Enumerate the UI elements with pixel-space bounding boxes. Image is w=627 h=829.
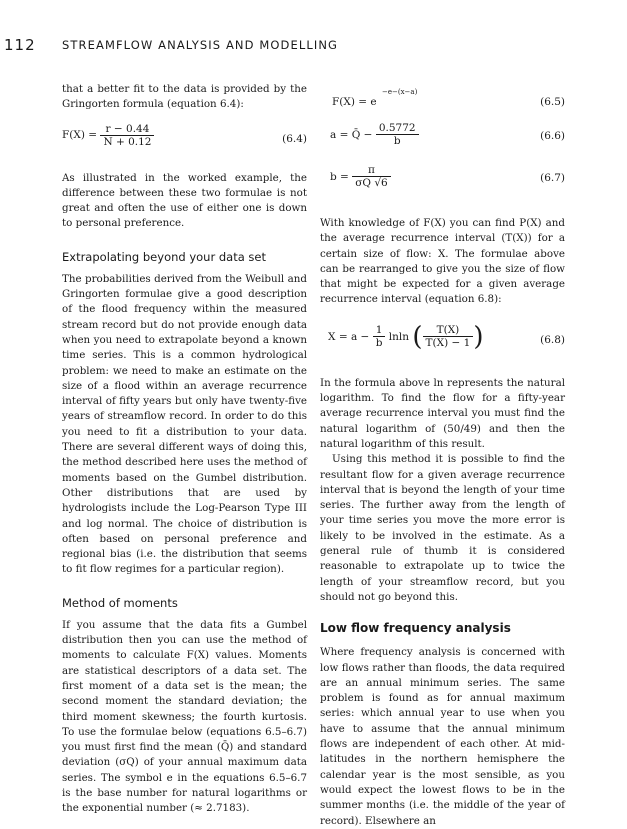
paragraph-intro: that a better fit to the data is provided by the Gringorten formula (equation 6.4):: [62, 83, 307, 111]
heading-low-flow: Low flow frequency analysis: [320, 621, 511, 636]
eq67-denominator: σQ √6: [355, 177, 388, 189]
eq68-coef-denominator: b: [375, 337, 383, 350]
paragraph-formula: In the formula above ln represents the natural logarithm. To find the flow for a fifty-year average recurrence interval you must find the natural logarithm of (50/49) and then the natural logarithm of this result.: [320, 376, 565, 450]
eq67-label: (6.7): [540, 172, 565, 184]
paragraph-moments: If you assume that the data fits a Gumbel distribution then you can use the method of moments to calculate F(X) values. Moments are statistical descriptors of a data set. The first moment of a data set is the mean; the second moment the standard deviation; the third moment skewness; the fourth kurtosis. To use the formulae below (equations 6.5–6.7) you must first find the mean (Q̄) and standard deviation (σQ) of your annual maximum data series. The symbol e in the equations 6.5–6.7 is the base number for natural logarithms or the exponential number (≈ 2.7183).: [62, 618, 307, 815]
eq65-lhs: F(X) = e: [332, 96, 377, 108]
eq65-label: (6.5): [540, 96, 565, 108]
eq68-coef-numerator: 1: [373, 324, 386, 337]
eq64-fraction: [100, 123, 154, 148]
eq64-label: (6.4): [282, 132, 307, 145]
paragraph-compare: As illustrated in the worked example, the difference between these two formulae is not great and often the use of either one is down to personal preference.: [62, 171, 307, 230]
paragraph-low-flow: Where frequency analysis is concerned with low flows rather than floods, the data required are an annual minimum series. The same problem is found as for annual maximum series: which annual year to use when you have to assume that the annual minimum flows are independent of each other. At mid-latitudes in the northern hemisphere the calendar year is the most sensible, as you would expect the lowest flows to be in the summer months (i.e. the middle of the year of record). Elsewhere an: [320, 646, 565, 827]
eq67-lhs: b =: [330, 170, 349, 183]
eq68-lhs: X = a −: [328, 330, 370, 343]
eq66-fraction: [376, 122, 419, 147]
page-number: 112: [4, 36, 36, 54]
eq65-exponent: −e−(x−a): [382, 88, 418, 96]
eq68-coefficient: [373, 324, 386, 349]
equation-6-5: [320, 88, 565, 118]
eq68-label: (6.8): [540, 333, 565, 346]
eq66-label: (6.6): [540, 130, 565, 142]
right-column: [320, 82, 565, 829]
eq68-numerator: T(X): [423, 324, 474, 337]
equation-6-6: [320, 122, 565, 156]
left-column: [62, 82, 307, 817]
eq66-lhs: a = Q̄ −: [330, 128, 373, 141]
eq66-denominator: b: [393, 135, 401, 147]
eq66-numerator: 0.5772: [376, 122, 419, 135]
eq67-fraction: [352, 164, 390, 189]
page-header: [0, 36, 627, 56]
paragraph-knowledge: With knowledge of F(X) you can find P(X) and the average recurrence interval (T(X)) for a certain size of flow: X. The formulae above can be rearranged to give you the size of flow that might be expected for a given average recurrence interval (equation 6.8):: [320, 217, 565, 306]
eq68-lnln: lnln: [388, 330, 410, 343]
eq68-denominator: T(X) − 1: [425, 337, 471, 350]
eq64-numerator: r − 0.44: [100, 123, 154, 136]
heading-extrapolating: Extrapolating beyond your data set: [62, 249, 266, 264]
eq64-lhs: F(X) =: [62, 129, 98, 142]
running-head: STREAMFLOW ANALYSIS AND MODELLING: [62, 38, 339, 52]
equation-6-8: X = a − $\frac{1}{b}$ lnln ( $\frac{T(X)}{T(X) - 1}$ ) (6.8): [328, 321, 565, 352]
paragraph-using: Using this method it is possible to find the resultant flow for a given average recurrence interval that is beyond the length of your time series. The further away from the length of your time series you move the more error is likely to be involved in the estimate. As a general rule of thumb it is considered reasonable to extrapolate up to twice the length of your streamflow record, but you should not go beyond this.: [320, 453, 565, 603]
heading-method-of-moments: Method of moments: [62, 595, 178, 610]
eq68-fraction: [423, 324, 474, 349]
paragraph-extrapolating: The probabilities derived from the Weibull and Gringorten formulae give a good description of the flood frequency within the measured stream record but do not provide enough data when you need to extrapolate beyond a known time series. This is a common hydrological problem: we need to make an estimate on the size of a flood within an average recurrence interval of fifty years but only have twenty-five years of streamflow record. In order to do this you need to fit a distribution to your data. There are several different ways of doing this, the method described here uses the method of moments based on the Gumbel distribution. Other distributions that are used by hydrologists include the Log-Pearson Type III and log normal. The choice of distribution is often based on personal preference and regional bias (i.e. the distribution that seems to fit flow regimes for a particular region).: [62, 272, 307, 576]
eq64-denominator: N + 0.12: [103, 135, 152, 148]
equation-6-4: [62, 123, 307, 161]
equation-6-7: [320, 164, 565, 204]
eq67-numerator: π: [352, 164, 390, 177]
